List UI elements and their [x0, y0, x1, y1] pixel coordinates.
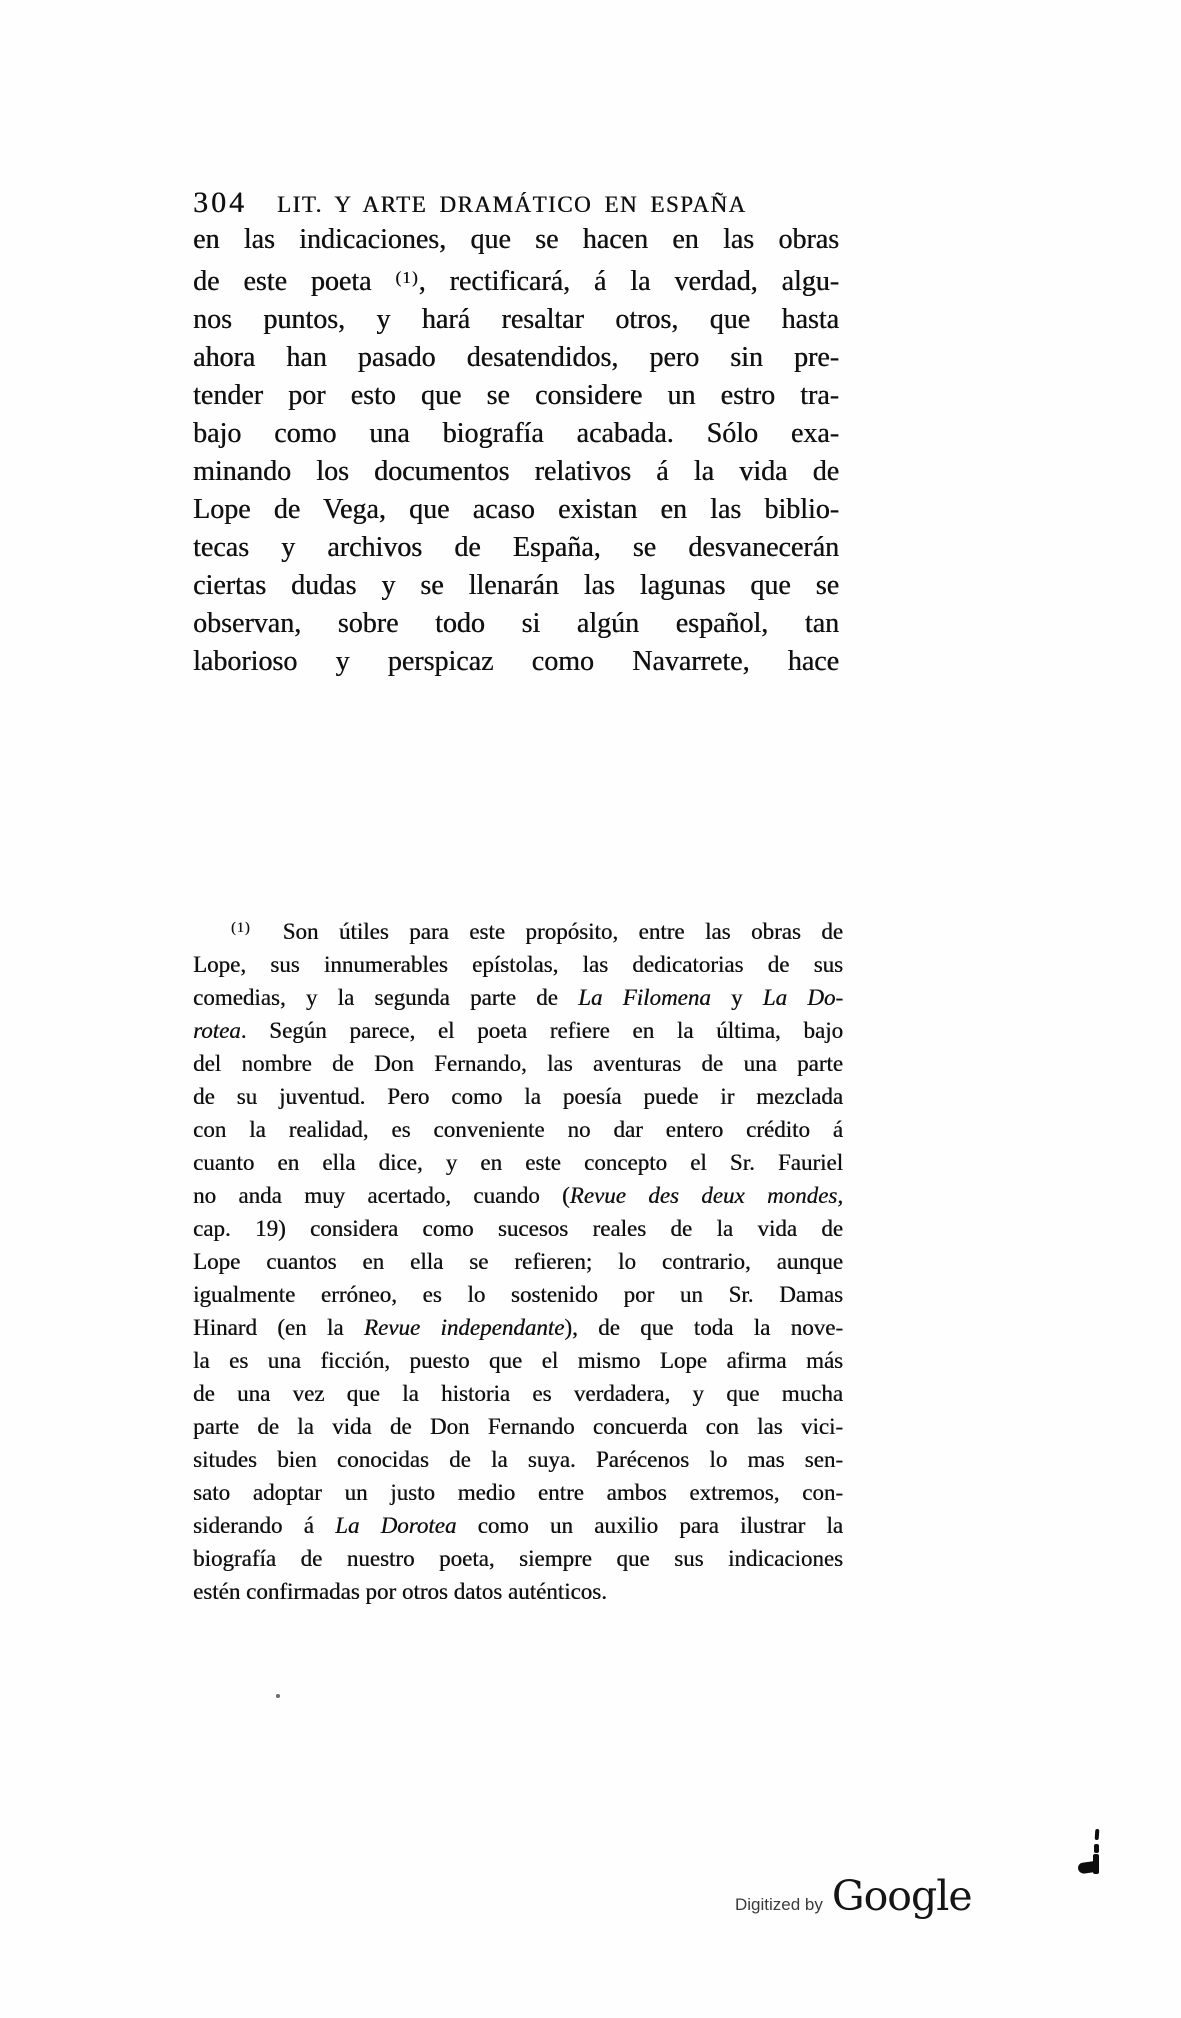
text-line: situdes bien conocidas de la suya. Parécenos lo mas sen- [193, 1447, 843, 1472]
text-line: de su juventud. Pero como la poesía puede ir mezclada [193, 1084, 843, 1109]
page-header [193, 186, 747, 220]
text-line: de este poeta $^{(1)}$, rectificará, á la verdad, algu- [193, 266, 840, 297]
digitized-by-google-watermark [735, 1872, 972, 1920]
text-line: bajo como una biografía acabada. Sólo exa- [193, 418, 839, 449]
text-line: estén confirmadas por otros datos auténticos. [193, 1579, 607, 1604]
text-line: siderando á La Dorotea como un auxilio para ilustrar la [193, 1513, 843, 1538]
text-line: con la realidad, es conveniente no dar entero crédito á [193, 1117, 843, 1142]
text-line: sato adoptar un justo medio entre ambos extremos, con- [193, 1480, 843, 1505]
footnote [193, 912, 843, 1608]
text-line: la es una ficción, puesto que el mismo Lope afirma más [193, 1348, 843, 1373]
running-title: LIT. Y ARTE DRAMÁTICO EN ESPAÑA [277, 192, 747, 217]
text-line: biografía de nuestro poeta, siempre que sus indicaciones [193, 1546, 843, 1571]
text-line: Lope, sus innumerables epístolas, las dedicatorias de sus [193, 952, 843, 977]
text-line: cuanto en ella dice, y en este concepto el Sr. Fauriel [193, 1150, 843, 1175]
text-line: no anda muy acertado, cuando (Revue des deux mondes, [193, 1183, 843, 1208]
body-text [193, 221, 839, 681]
text-line: de una vez que la historia es verdadera, y que mucha [193, 1381, 843, 1406]
text-line: en las indicaciones, que se hacen en las obras [193, 224, 839, 255]
text-line: observan, sobre todo si algún español, tan [193, 608, 839, 639]
text-line: rotea. Según parece, el poeta refiere en la última, bajo [193, 1018, 843, 1043]
text-line: parte de la vida de Don Fernando concuerda con las vici- [193, 1414, 843, 1439]
text-line: tender por esto que se considere un estro tra- [193, 380, 839, 411]
text-line: Lope cuantos en ella se refieren; lo contrario, aunque [193, 1249, 843, 1274]
text-line: laborioso y perspicaz como Navarrete, hace [193, 646, 839, 677]
text-line: nos puntos, y hará resaltar otros, que hasta [193, 304, 839, 335]
text-line: $^{(1)}$ Son útiles para este propósito, entre las obras de [231, 919, 843, 944]
text-line: igualmente erróneo, es lo sostenido por un Sr. Damas [193, 1282, 843, 1307]
text-line: minando los documentos relativos á la vida de [193, 456, 839, 487]
dust-speck [276, 1694, 280, 1698]
text-line: comedias, y la segunda parte de La Filomena y La Do- [193, 985, 844, 1010]
ink-mark-stroke [1094, 1844, 1099, 1853]
text-line: cap. 19) considera como sucesos reales de la vida de [193, 1216, 843, 1241]
digitized-by-label: Digitized by [735, 1895, 823, 1914]
page-number: 304 [193, 186, 247, 219]
text-line: ahora han pasado desatendidos, pero sin pre- [193, 342, 839, 373]
text-line: tecas y archivos de España, se desvanecerán [193, 532, 839, 563]
text-line: Hinard (en la Revue independante), de que toda la nove- [193, 1315, 843, 1340]
ink-mark-stroke [1095, 1829, 1100, 1840]
google-logo: Google [831, 1872, 972, 1920]
text-line: del nombre de Don Fernando, las aventuras de una parte [193, 1051, 843, 1076]
text-line: Lope de Vega, que acaso existan en las biblio- [193, 494, 839, 525]
text-line: ciertas dudas y se llenarán las lagunas que se [193, 570, 839, 601]
